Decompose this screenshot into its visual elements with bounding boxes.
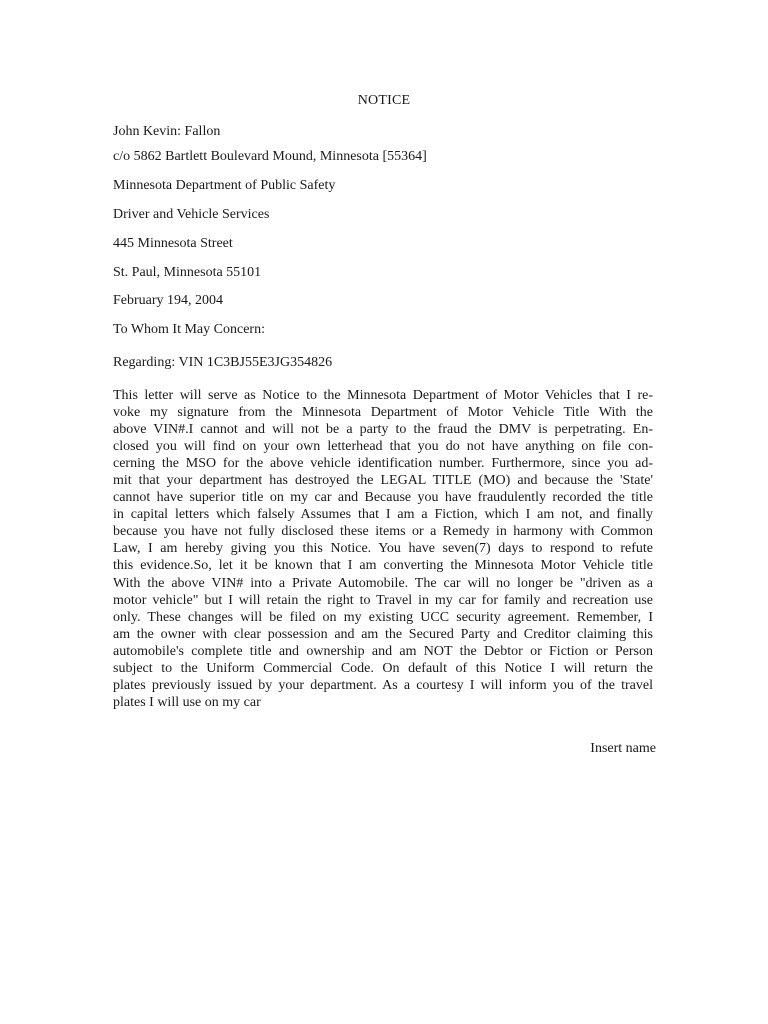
body-line: cannot have superior title on my car and Because you have fraudulently recorded the title xyxy=(113,490,653,506)
body-line: am the owner with clear possession and am the Secured Party and Creditor claiming this xyxy=(113,626,653,642)
sender-address: c/o 5862 Bartlett Boulevard Mound, Minnesota [55364] xyxy=(113,149,427,164)
body-line: This letter will serve as Notice to the Minnesota Department of Motor Vehicles that I re- xyxy=(113,388,653,403)
body-line: automobile's complete title and ownership and am NOT the Debtor or Fiction or Person xyxy=(113,643,653,659)
sender-name: John Kevin: Fallon xyxy=(113,124,221,139)
body-line: closed you will find on your own letterhead that you do not have anything on file con- xyxy=(113,439,653,455)
recipient-city: St. Paul, Minnesota 55101 xyxy=(113,265,262,280)
notice-title: NOTICE xyxy=(357,93,411,108)
body-line: motor vehicle" but I will retain the right to Travel in my car for family and recreation use xyxy=(113,592,653,608)
regarding-line: Regarding: VIN 1C3BJ55E3JG354826 xyxy=(113,355,333,370)
letter-body xyxy=(113,387,653,711)
body-line: mit that your department has destroyed the LEGAL TITLE (MO) and because the 'State' xyxy=(113,473,653,489)
body-line: this evidence.So, let it be known that I am converting the Minnesota Motor Vehicle title xyxy=(113,558,653,574)
signature-placeholder: Insert name xyxy=(590,741,656,756)
body-line: only. These changes will be filed on my existing UCC security agreement. Remember, I xyxy=(113,609,653,625)
body-line: With the above VIN# into a Private Automobile. The car will no longer be "driven as a xyxy=(113,575,653,591)
salutation: To Whom It May Concern: xyxy=(113,322,265,337)
body-line: plates I will use on my car xyxy=(113,694,261,710)
recipient-org: Minnesota Department of Public Safety xyxy=(113,178,336,193)
body-line: plates previously issued by your department. As a courtesy I will inform you of the travel xyxy=(113,677,653,693)
body-line: Law, I am hereby giving you this Notice. You have seven(7) days to respond to refute xyxy=(113,541,653,557)
recipient-division: Driver and Vehicle Services xyxy=(113,207,270,222)
body-line: subject to the Uniform Commercial Code. On default of this Notice I will return the xyxy=(113,660,653,676)
body-line: cerning the MSO for the above vehicle identification number. Furthermore, since you ad- xyxy=(113,456,653,472)
body-line: above VIN#.I cannot and will not be a party to the fraud the DMV is perpetrating. En- xyxy=(113,422,653,438)
body-line: in capital letters which falsely Assumes that I am a Fiction, which I am not, and finally xyxy=(113,507,653,523)
body-line: because you have not fully disclosed these items or a Remedy in harmony with Common xyxy=(113,524,653,540)
recipient-street: 445 Minnesota Street xyxy=(113,236,233,251)
letter-date: February 194, 2004 xyxy=(113,293,224,308)
body-line: voke my signature from the Minnesota Department of Motor Vehicle Title With the xyxy=(113,405,653,421)
